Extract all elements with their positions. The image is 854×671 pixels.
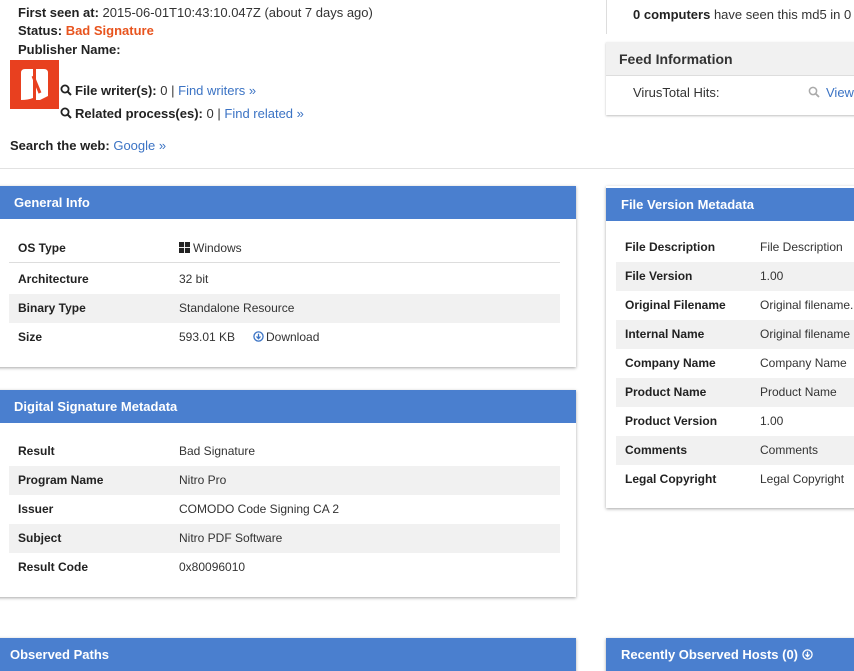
general-info-row-binary-type bbox=[9, 294, 560, 323]
general-info-title: General Info bbox=[0, 186, 576, 219]
row-key: Company Name bbox=[625, 356, 716, 370]
row-value: File Description bbox=[760, 240, 843, 254]
signature-row-program bbox=[9, 466, 560, 495]
row-key: Binary Type bbox=[18, 301, 86, 315]
observed-paths-title: Observed Paths bbox=[0, 638, 576, 671]
row-value: 593.01 KB bbox=[179, 330, 236, 344]
row-value: Original filename. bbox=[760, 298, 854, 312]
status-badge: Bad Signature bbox=[65, 23, 154, 38]
computers-seen-text: have seen this md5 in 0 bbox=[713, 7, 852, 22]
row-value: 0x80096010 bbox=[179, 560, 246, 574]
observed-paths-panel bbox=[0, 638, 576, 671]
row-value: Nitro Pro bbox=[179, 473, 227, 487]
windows-logo-icon bbox=[179, 242, 190, 253]
computers-count: 0 computers bbox=[633, 7, 711, 22]
os-type-value: Windows bbox=[193, 241, 242, 255]
google-search-link[interactable]: Google » bbox=[113, 138, 167, 153]
general-info-row-size bbox=[9, 323, 560, 352]
file-version-title: File Version Metadata bbox=[606, 188, 854, 221]
signature-row-subject bbox=[9, 524, 560, 553]
search-web-line bbox=[10, 138, 166, 153]
search-icon bbox=[60, 84, 72, 96]
row-value bbox=[179, 234, 242, 263]
general-info-panel bbox=[0, 186, 576, 367]
row-key: Legal Copyright bbox=[625, 472, 717, 486]
row-key: Original Filename bbox=[625, 298, 726, 312]
feed-information-title: Feed Information bbox=[606, 42, 854, 76]
row-key: Product Name bbox=[625, 385, 707, 399]
row-value: Product Name bbox=[760, 385, 837, 399]
section-divider bbox=[0, 168, 854, 169]
fv-row bbox=[616, 378, 854, 407]
row-key: OS Type bbox=[18, 241, 66, 255]
row-key: Program Name bbox=[18, 473, 104, 487]
download-label: Download bbox=[266, 330, 320, 344]
separator: | bbox=[217, 106, 221, 121]
row-key: Comments bbox=[625, 443, 688, 457]
row-key: Result bbox=[18, 444, 55, 458]
search-icon bbox=[60, 107, 72, 119]
divider bbox=[606, 0, 607, 34]
row-value: 1.00 bbox=[760, 269, 784, 283]
status-label: Status: bbox=[18, 23, 63, 38]
row-value: COMODO Code Signing CA 2 bbox=[179, 502, 340, 516]
virustotal-view-link[interactable]: View bbox=[826, 85, 854, 100]
row-value: 32 bit bbox=[179, 272, 209, 286]
download-button[interactable] bbox=[253, 323, 319, 352]
row-value: Legal Copyright bbox=[760, 472, 845, 486]
related-process-line bbox=[60, 106, 304, 121]
virustotal-view[interactable] bbox=[808, 85, 854, 100]
search-icon bbox=[808, 86, 820, 98]
find-writers-link[interactable]: Find writers » bbox=[178, 83, 257, 98]
signature-row-result-code bbox=[9, 553, 560, 582]
row-key: File Description bbox=[625, 240, 716, 254]
publisher-label: Publisher Name: bbox=[18, 42, 121, 57]
fv-row bbox=[616, 291, 854, 320]
row-value: Bad Signature bbox=[179, 444, 256, 458]
observed-hosts-title: Recently Observed Hosts (0) bbox=[621, 647, 799, 662]
nitro-pdf-logo bbox=[10, 60, 59, 109]
find-related-link[interactable]: Find related » bbox=[224, 106, 304, 121]
signature-row-result bbox=[9, 437, 560, 466]
file-writers-count: 0 bbox=[160, 83, 168, 98]
fv-row bbox=[616, 262, 854, 291]
virustotal-label: VirusTotal Hits: bbox=[633, 85, 720, 100]
row-key: Size bbox=[18, 330, 43, 344]
search-web-label: Search the web: bbox=[10, 138, 110, 153]
general-info-row-arch bbox=[9, 265, 560, 294]
fv-row bbox=[616, 465, 854, 494]
first-seen-line bbox=[18, 5, 373, 20]
row-key: Result Code bbox=[18, 560, 89, 574]
row-key: Issuer bbox=[18, 502, 54, 516]
feed-information-panel bbox=[606, 42, 854, 115]
fv-row bbox=[616, 407, 854, 436]
first-seen-label: First seen at: bbox=[18, 5, 99, 20]
row-key: Subject bbox=[18, 531, 62, 545]
fv-row bbox=[616, 349, 854, 378]
observed-hosts-panel bbox=[606, 638, 854, 671]
file-writers-line bbox=[60, 83, 256, 98]
row-value: Original filename bbox=[760, 327, 851, 341]
publisher-line bbox=[18, 42, 121, 57]
fv-row bbox=[616, 436, 854, 465]
row-key: Internal Name bbox=[625, 327, 705, 341]
row-key: Product Version bbox=[625, 414, 718, 428]
related-process-label: Related process(es): bbox=[75, 106, 203, 121]
first-seen-value: 2015-06-01T10:43:10.047Z (about 7 days ago) bbox=[102, 5, 373, 20]
row-value: Comments bbox=[760, 443, 819, 457]
fv-row bbox=[616, 233, 854, 262]
row-value: 1.00 bbox=[760, 414, 784, 428]
file-version-panel bbox=[606, 186, 854, 508]
general-info-row-os bbox=[9, 234, 560, 263]
computers-seen-line bbox=[633, 7, 851, 22]
digital-signature-panel bbox=[0, 390, 576, 597]
observed-hosts-header[interactable] bbox=[606, 638, 854, 671]
digital-signature-title: Digital Signature Metadata bbox=[0, 390, 576, 423]
separator: | bbox=[171, 83, 175, 98]
signature-row-issuer bbox=[9, 495, 560, 524]
status-line bbox=[18, 23, 154, 38]
row-key: Architecture bbox=[18, 272, 89, 286]
row-key: File Version bbox=[625, 269, 693, 283]
circle-down-icon[interactable] bbox=[802, 649, 813, 660]
row-value: Standalone Resource bbox=[179, 301, 295, 315]
fv-row bbox=[616, 320, 854, 349]
row-value: Company Name bbox=[760, 356, 847, 370]
download-circle-icon bbox=[253, 331, 264, 342]
row-value: Nitro PDF Software bbox=[179, 531, 283, 545]
file-writers-label: File writer(s): bbox=[75, 83, 157, 98]
related-process-count: 0 bbox=[206, 106, 214, 121]
